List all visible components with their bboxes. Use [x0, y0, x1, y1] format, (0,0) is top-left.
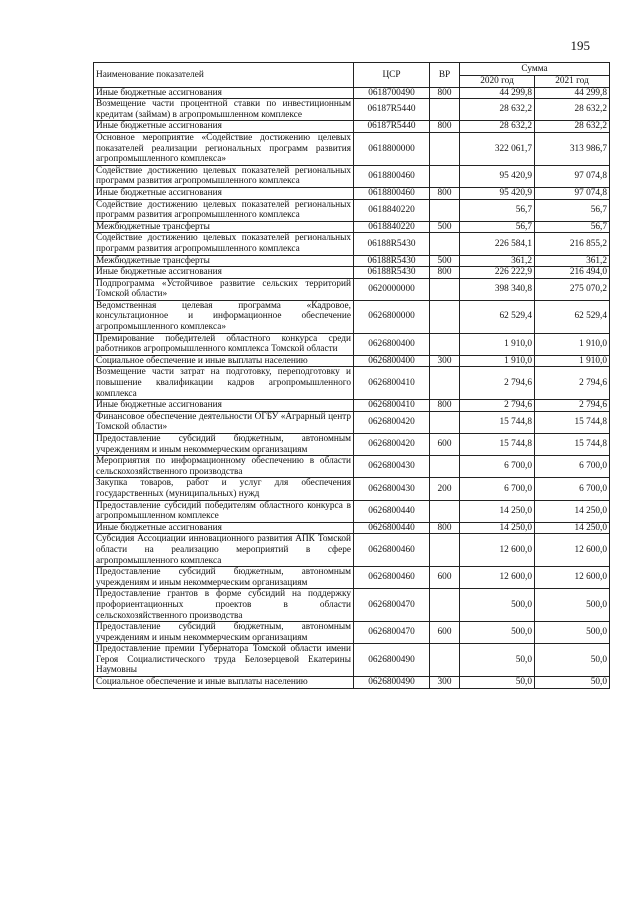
row-name-cell: Социальное обеспечение и иные выплаты населению	[94, 355, 354, 367]
row-value-2021-cell: 216 494,0	[535, 267, 610, 279]
row-vr-cell	[430, 644, 460, 677]
row-value-2020-cell: 50,0	[460, 644, 535, 677]
row-value-2021-cell: 14 250,0	[535, 522, 610, 534]
row-csr-cell: 0626800470	[354, 589, 430, 622]
row-value-2021-cell: 50,0	[535, 644, 610, 677]
header-vr: ВР	[430, 63, 460, 88]
table-header-row	[94, 63, 610, 76]
row-name-cell: Содействие достижению целевых показателей региональных программ развития агропромышленного комплекса	[94, 165, 354, 187]
row-name-cell: Межбюджетные трансферты	[94, 221, 354, 233]
row-value-2021-cell: 500,0	[535, 622, 610, 644]
table-row	[94, 644, 610, 677]
row-csr-cell: 06188R5430	[354, 267, 430, 279]
row-csr-cell: 0626800440	[354, 500, 430, 522]
row-name-cell: Иные бюджетные ассигнования	[94, 400, 354, 412]
row-value-2020-cell: 361,2	[460, 255, 535, 267]
table-row	[94, 221, 610, 233]
table-row	[94, 434, 610, 456]
row-csr-cell: 0618840220	[354, 199, 430, 221]
row-csr-cell: 0626800430	[354, 478, 430, 500]
row-value-2020-cell: 12 600,0	[460, 567, 535, 589]
row-value-2020-cell: 50,0	[460, 677, 535, 689]
table-row	[94, 187, 610, 199]
table-row	[94, 278, 610, 300]
row-value-2021-cell: 1 910,0	[535, 333, 610, 355]
row-csr-cell: 0626800410	[354, 400, 430, 412]
row-value-2020-cell: 28 632,2	[460, 121, 535, 133]
row-vr-cell	[430, 199, 460, 221]
row-value-2021-cell: 28 632,2	[535, 99, 610, 121]
row-name-cell: Предоставление субсидий победителям областного конкурса в агропромышленном комплексе	[94, 500, 354, 522]
table-row	[94, 132, 610, 165]
row-vr-cell: 600	[430, 622, 460, 644]
row-value-2021-cell: 12 600,0	[535, 567, 610, 589]
row-name-cell: Предоставление субсидий бюджетным, автономным учреждениям и иным некоммерческим организациям	[94, 434, 354, 456]
table-body	[94, 87, 610, 688]
row-csr-cell: 0626800490	[354, 677, 430, 689]
row-csr-cell: 0618800460	[354, 187, 430, 199]
row-vr-cell: 800	[430, 522, 460, 534]
row-value-2020-cell: 15 744,8	[460, 411, 535, 433]
table-row	[94, 522, 610, 534]
row-csr-cell: 0626800420	[354, 434, 430, 456]
page-number: 195	[570, 38, 590, 53]
row-value-2021-cell: 216 855,2	[535, 233, 610, 255]
table-row	[94, 99, 610, 121]
row-vr-cell	[430, 165, 460, 187]
row-value-2021-cell: 361,2	[535, 255, 610, 267]
row-value-2020-cell: 56,7	[460, 221, 535, 233]
row-name-cell: Предоставление субсидий бюджетным, автономным учреждениям и иным некоммерческим организациям	[94, 567, 354, 589]
row-csr-cell: 06187R5440	[354, 121, 430, 133]
row-csr-cell: 0626800000	[354, 300, 430, 333]
table-row	[94, 355, 610, 367]
table-row	[94, 567, 610, 589]
row-value-2020-cell: 6 700,0	[460, 478, 535, 500]
row-name-cell: Содействие достижению целевых показателей региональных программ развития агропромышленного комплекса	[94, 233, 354, 255]
row-name-cell: Иные бюджетные ассигнования	[94, 522, 354, 534]
row-value-2020-cell: 500,0	[460, 622, 535, 644]
row-value-2021-cell: 15 744,8	[535, 411, 610, 433]
row-name-cell: Содействие достижению целевых показателей региональных программ развития агропромышленного комплекса	[94, 199, 354, 221]
row-csr-cell: 0626800470	[354, 622, 430, 644]
table-row	[94, 199, 610, 221]
row-value-2020-cell: 322 061,7	[460, 132, 535, 165]
row-value-2021-cell: 50,0	[535, 677, 610, 689]
table-row	[94, 87, 610, 99]
row-vr-cell: 200	[430, 478, 460, 500]
row-name-cell: Подпрограмма «Устойчивое развитие сельских территорий Томской области»	[94, 278, 354, 300]
row-value-2021-cell: 6 700,0	[535, 478, 610, 500]
row-csr-cell: 0626800420	[354, 411, 430, 433]
row-value-2021-cell: 2 794,6	[535, 367, 610, 400]
row-value-2021-cell: 12 600,0	[535, 534, 610, 567]
row-value-2021-cell: 500,0	[535, 589, 610, 622]
row-value-2020-cell: 1 910,0	[460, 355, 535, 367]
table-row	[94, 367, 610, 400]
row-vr-cell	[430, 456, 460, 478]
row-csr-cell: 0618840220	[354, 221, 430, 233]
row-value-2021-cell: 15 744,8	[535, 434, 610, 456]
row-value-2020-cell: 226 584,1	[460, 233, 535, 255]
table-row	[94, 165, 610, 187]
row-value-2020-cell: 398 340,8	[460, 278, 535, 300]
table-row	[94, 233, 610, 255]
row-value-2020-cell: 14 250,0	[460, 522, 535, 534]
table-row	[94, 121, 610, 133]
table-row	[94, 255, 610, 267]
row-vr-cell	[430, 132, 460, 165]
row-value-2020-cell: 56,7	[460, 199, 535, 221]
table-row	[94, 677, 610, 689]
row-vr-cell	[430, 300, 460, 333]
table-row	[94, 267, 610, 279]
row-csr-cell: 0626800460	[354, 534, 430, 567]
budget-table	[93, 62, 610, 689]
row-value-2021-cell: 14 250,0	[535, 500, 610, 522]
row-vr-cell	[430, 99, 460, 121]
table-row	[94, 411, 610, 433]
row-value-2021-cell: 44 299,8	[535, 87, 610, 99]
row-value-2020-cell: 95 420,9	[460, 187, 535, 199]
row-name-cell: Финансовое обеспечение деятельности ОГБУ «Аграрный центр Томской области»	[94, 411, 354, 433]
row-vr-cell	[430, 233, 460, 255]
row-value-2021-cell: 56,7	[535, 221, 610, 233]
row-name-cell: Предоставление грантов в форме субсидий на поддержку профориентационных проектов в области сельскохозяйственного производства	[94, 589, 354, 622]
row-name-cell: Возмещение части затрат на подготовку, переподготовку и повышение квалификации кадров агропромышленного комплекса	[94, 367, 354, 400]
header-csr: ЦСР	[354, 63, 430, 88]
row-name-cell: Иные бюджетные ассигнования	[94, 121, 354, 133]
row-value-2020-cell: 2 794,6	[460, 367, 535, 400]
row-value-2021-cell: 1 910,0	[535, 355, 610, 367]
row-value-2020-cell: 14 250,0	[460, 500, 535, 522]
row-vr-cell	[430, 534, 460, 567]
row-value-2021-cell: 313 986,7	[535, 132, 610, 165]
row-csr-cell: 0618700490	[354, 87, 430, 99]
row-name-cell: Иные бюджетные ассигнования	[94, 87, 354, 99]
table-row	[94, 478, 610, 500]
row-name-cell: Закупка товаров, работ и услуг для обеспечения государственных (муниципальных) нужд	[94, 478, 354, 500]
row-vr-cell	[430, 500, 460, 522]
row-name-cell: Социальное обеспечение и иные выплаты населению	[94, 677, 354, 689]
table-row	[94, 500, 610, 522]
table-row	[94, 622, 610, 644]
row-csr-cell: 0626800410	[354, 367, 430, 400]
row-value-2021-cell: 6 700,0	[535, 456, 610, 478]
header-name: Наименование показателей	[94, 63, 354, 88]
header-year-2020: 2020 год	[460, 76, 535, 88]
row-value-2021-cell: 56,7	[535, 199, 610, 221]
row-name-cell: Межбюджетные трансферты	[94, 255, 354, 267]
row-value-2021-cell: 97 074,8	[535, 187, 610, 199]
row-vr-cell	[430, 411, 460, 433]
row-value-2020-cell: 95 420,9	[460, 165, 535, 187]
row-name-cell: Иные бюджетные ассигнования	[94, 187, 354, 199]
row-name-cell: Возмещение части процентной ставки по инвестиционным кредитам (займам) в агропромышленном комплексе	[94, 99, 354, 121]
row-vr-cell: 800	[430, 400, 460, 412]
row-csr-cell: 06187R5440	[354, 99, 430, 121]
row-csr-cell: 0626800400	[354, 355, 430, 367]
row-csr-cell: 0618800460	[354, 165, 430, 187]
row-vr-cell: 800	[430, 187, 460, 199]
row-name-cell: Субсидия Ассоциации инновационного развития АПК Томской области на реализацию мероприятий в сфере агропромышленного комплекса	[94, 534, 354, 567]
row-value-2020-cell: 2 794,6	[460, 400, 535, 412]
row-vr-cell: 800	[430, 121, 460, 133]
row-value-2021-cell: 275 070,2	[535, 278, 610, 300]
header-sum: Сумма	[460, 63, 610, 76]
row-csr-cell: 0620000000	[354, 278, 430, 300]
row-vr-cell: 500	[430, 255, 460, 267]
row-csr-cell: 0626800460	[354, 567, 430, 589]
table-row	[94, 300, 610, 333]
row-value-2020-cell: 12 600,0	[460, 534, 535, 567]
row-csr-cell: 0626800440	[354, 522, 430, 534]
row-vr-cell: 800	[430, 87, 460, 99]
table-row	[94, 456, 610, 478]
row-csr-cell: 0626800490	[354, 644, 430, 677]
row-value-2020-cell: 44 299,8	[460, 87, 535, 99]
header-year-2021: 2021 год	[535, 76, 610, 88]
row-value-2020-cell: 6 700,0	[460, 456, 535, 478]
row-name-cell: Ведомственная целевая программа «Кадровое, консультационное и информационное обеспечение агропромышленного комплекса»	[94, 300, 354, 333]
row-vr-cell: 800	[430, 267, 460, 279]
row-value-2020-cell: 226 222,9	[460, 267, 535, 279]
row-vr-cell	[430, 589, 460, 622]
row-value-2021-cell: 97 074,8	[535, 165, 610, 187]
row-name-cell: Иные бюджетные ассигнования	[94, 267, 354, 279]
table-row	[94, 333, 610, 355]
table-row	[94, 400, 610, 412]
table-row	[94, 534, 610, 567]
row-vr-cell	[430, 333, 460, 355]
row-value-2020-cell: 15 744,8	[460, 434, 535, 456]
row-csr-cell: 06188R5430	[354, 255, 430, 267]
row-vr-cell: 300	[430, 677, 460, 689]
row-value-2020-cell: 62 529,4	[460, 300, 535, 333]
row-value-2021-cell: 28 632,2	[535, 121, 610, 133]
row-value-2020-cell: 28 632,2	[460, 99, 535, 121]
row-csr-cell: 0626800430	[354, 456, 430, 478]
table-row	[94, 589, 610, 622]
row-vr-cell: 500	[430, 221, 460, 233]
row-name-cell: Премирование победителей областного конкурса среди работников агропромышленного комплекса Томской области	[94, 333, 354, 355]
row-csr-cell: 0626800400	[354, 333, 430, 355]
row-value-2021-cell: 62 529,4	[535, 300, 610, 333]
row-vr-cell: 300	[430, 355, 460, 367]
row-vr-cell	[430, 367, 460, 400]
row-name-cell: Предоставление премии Губернатора Томской области имени Героя Социалистического труда Белозерцевой Екатерины Наумовны	[94, 644, 354, 677]
row-vr-cell: 600	[430, 567, 460, 589]
row-name-cell: Предоставление субсидий бюджетным, автономным учреждениям и иным некоммерческим организациям	[94, 622, 354, 644]
row-vr-cell: 600	[430, 434, 460, 456]
row-name-cell: Мероприятия по информационному обеспечению в области сельскохозяйственного производства	[94, 456, 354, 478]
row-name-cell: Основное мероприятие «Содействие достижению целевых показателей реализации региональных программ развития агропромышленного комплекса»	[94, 132, 354, 165]
row-value-2020-cell: 1 910,0	[460, 333, 535, 355]
row-value-2020-cell: 500,0	[460, 589, 535, 622]
row-value-2021-cell: 2 794,6	[535, 400, 610, 412]
row-vr-cell	[430, 278, 460, 300]
row-csr-cell: 06188R5430	[354, 233, 430, 255]
row-csr-cell: 0618800000	[354, 132, 430, 165]
